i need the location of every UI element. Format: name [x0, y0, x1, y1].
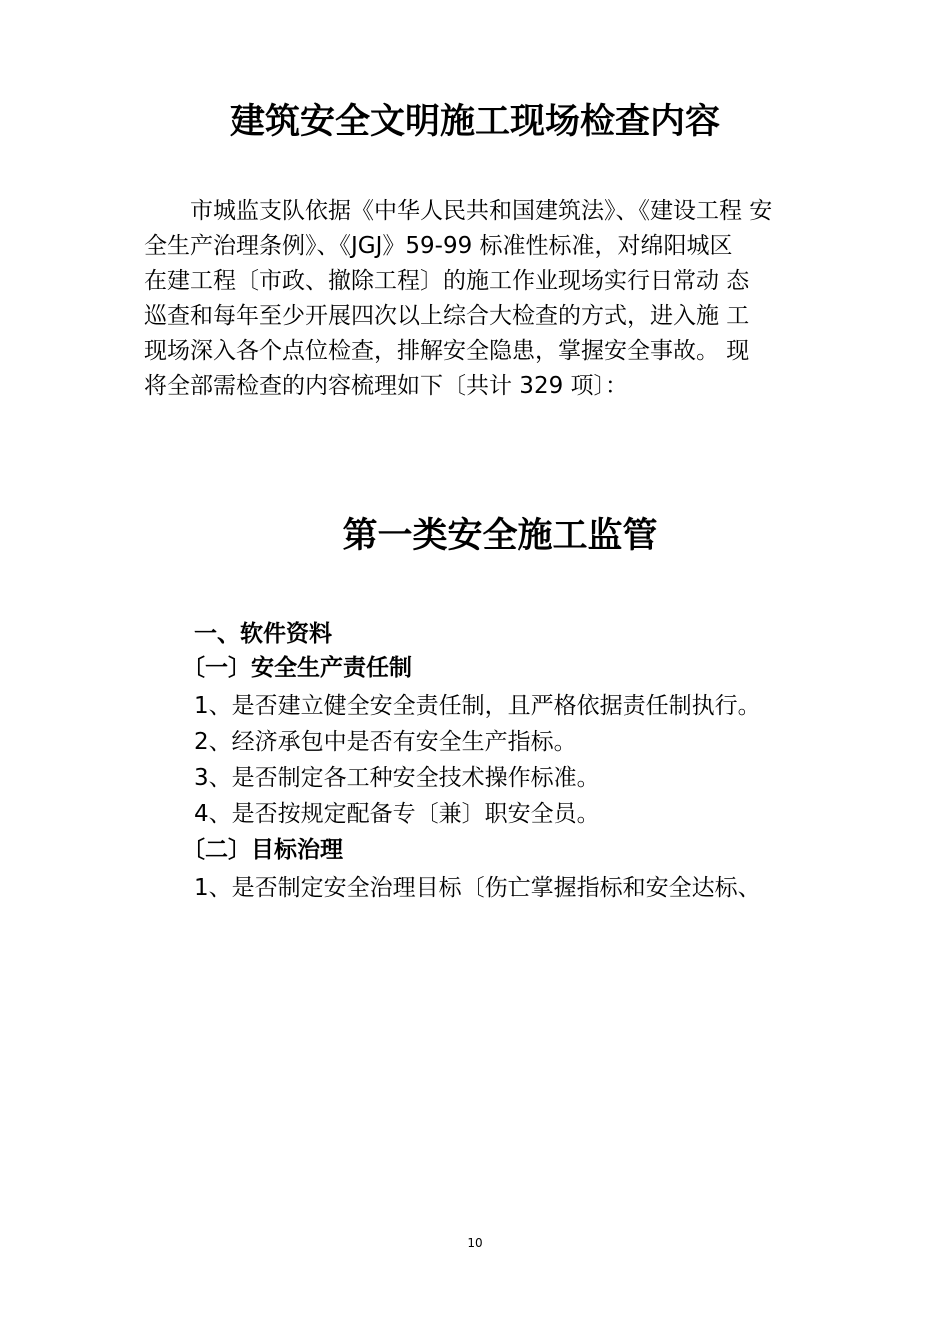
intro-line: 将全部需检查的内容梳理如下〔共计 329 项〕： — [144, 373, 629, 399]
page-number: 10 — [467, 1236, 483, 1250]
subsection-heading: 〔二〕目标治理 — [182, 837, 343, 863]
list-item: 1、是否制定安全治理目标〔伤亡掌握指标和安全达标、 — [194, 875, 761, 901]
document-title: 建筑安全文明施工现场检查内容 — [229, 102, 720, 142]
intro-line: 在建工程〔市政、撤除工程〕的施工作业现场实行日常动 态 — [144, 268, 750, 294]
intro-line: 市城监支队依据《中华人民共和国建筑法》、《建设工程 安 — [190, 198, 773, 224]
intro-line: 现场深入各个点位检查，排解安全隐患，掌握安全事故。 现 — [144, 338, 750, 364]
list-item: 3、是否制定各工种安全技术操作标准。 — [194, 765, 600, 791]
list-item: 2、经济承包中是否有安全生产指标。 — [194, 729, 577, 755]
subsection-heading: 〔一〕安全生产责任制 — [182, 655, 412, 681]
list-item: 4、是否按规定配备专〔兼〕职安全员。 — [194, 801, 600, 827]
intro-line: 全生产治理条例》、《JGJ》59-99 标准性标准，对绵阳城区 — [144, 233, 733, 259]
part-heading: 一、软件资料 — [194, 621, 332, 647]
intro-paragraph — [144, 194, 808, 404]
list-item: 1、是否建立健全安全责任制，且严格依据责任制执行。 — [194, 693, 761, 719]
section-title: 第一类安全施工监管 — [342, 516, 658, 556]
intro-line: 巡查和每年至少开展四次以上综合大检查的方式，进入施 工 — [144, 303, 750, 329]
